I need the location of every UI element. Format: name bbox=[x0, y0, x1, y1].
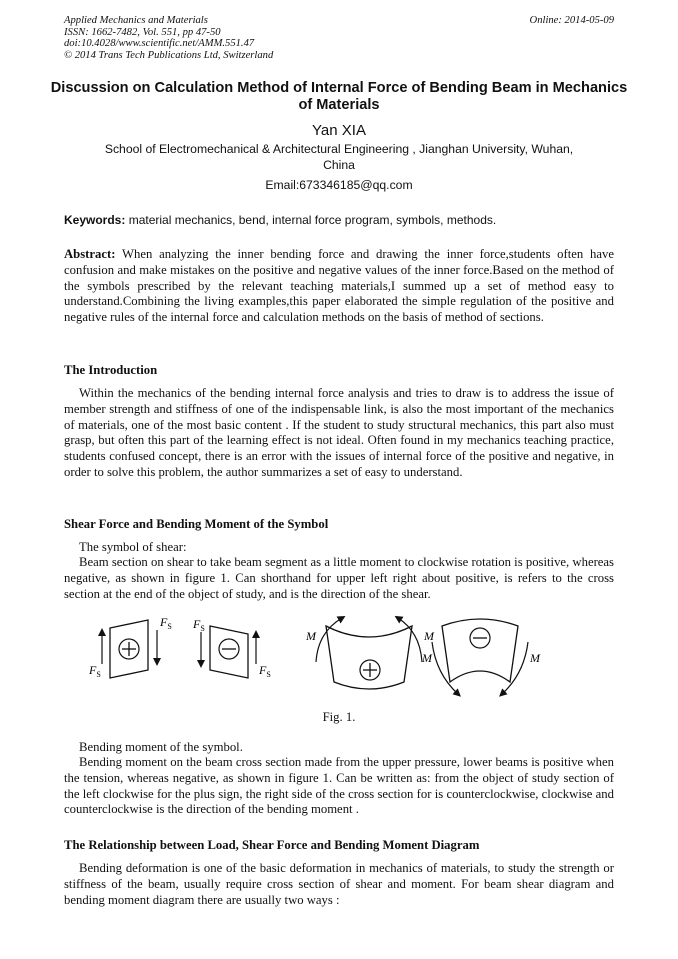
author-name: Yan XIA bbox=[312, 122, 366, 139]
svg-text:FS bbox=[88, 663, 101, 679]
online-date: Online: 2014-05-09 bbox=[529, 15, 614, 26]
doi-line: doi:10.4028/www.scientific.net/AMM.551.47 bbox=[64, 38, 255, 50]
moment-intro: Bending moment of the symbol. bbox=[79, 740, 243, 754]
moment-text: Bending moment on the beam cross section made from the upper pressure, lower beams is positive when the tension, whereas negative, as shown in figure 1. Can be written as: from the object of study section of the left clockwise for the plus sign, the right side of the cross section for is counterclockwise, clockwise and counterclockwise is the direction of the bending moment . bbox=[64, 755, 614, 817]
relationship-heading: The Relationship between Load, Shear Force and Bending Moment Diagram bbox=[64, 838, 480, 852]
intro-text: Within the mechanics of the bending internal force analysis and tries to draw is to address the issue of member strength and stiffness of one of the indispensable link, is also the most important of the mechanics of materials, one of the most basic content . If the student to study structural mechanics, this part also must grasp, but often this part of the learning effect is not ideal. Often found in my mechanics teaching practice, students confused concept, there is an error with the issues of internal force of the positive and negative, in order to solve this problem, the author summarizes a set of easy to understand. bbox=[64, 386, 614, 479]
figure-1 bbox=[86, 612, 546, 700]
fs-label: F bbox=[160, 615, 168, 629]
svg-text:FS bbox=[258, 663, 271, 679]
symbol-heading: Shear Force and Bending Moment of the Symbol bbox=[64, 517, 329, 531]
moment-label: M bbox=[530, 651, 540, 665]
copyright-line: © 2014 Trans Tech Publications Ltd, Switzerland bbox=[64, 49, 274, 61]
shear-negative-diagram bbox=[192, 617, 271, 679]
abstract-text: When analyzing the inner bending force and drawing the inner force,students often have confusion and make mistakes on the positive and negative values of the inner force.Based on the method of the symbols prescribed by the relevant teaching materials,I summed up a set of method easy to understand.Combining the living examples,this paper elaborated the simple regulation of the positive and negative rules of the internal force and calculation methods on the basis of method of sections. bbox=[64, 247, 614, 325]
keywords-text: material mechanics, bend, internal force program, symbols, methods. bbox=[128, 213, 497, 227]
fs-label: F bbox=[193, 617, 201, 631]
beam-segment bbox=[210, 626, 248, 678]
fs-sub: S bbox=[167, 622, 172, 631]
fs-sub: S bbox=[266, 670, 271, 679]
page-header bbox=[64, 15, 614, 61]
paper-title: Discussion on Calculation Method of Internal Force of Bending Beam in Mechanics of Materials bbox=[50, 80, 628, 113]
figure-caption: Fig. 1. bbox=[322, 710, 356, 724]
fs-sub: S bbox=[200, 624, 205, 633]
moment-label: M bbox=[306, 629, 316, 643]
svg-text:FS bbox=[192, 617, 205, 633]
author-email: Email:673346185@qq.com bbox=[265, 178, 413, 192]
fs-sub: S bbox=[96, 670, 101, 679]
abstract bbox=[64, 247, 614, 326]
shear-text: Beam section on shear to take beam segment as a little moment to clockwise rotation is positive, whereas negative, as shown in figure 1. Can shorthand for upper left right about positive, is refers to the cross section at the end of the object of study, and is the direction of the shear. bbox=[64, 555, 614, 601]
fs-label: F bbox=[89, 663, 97, 677]
moment-label: M bbox=[422, 651, 432, 665]
issn-line: ISSN: 1662-7482, Vol. 551, pp 47-50 bbox=[64, 26, 221, 38]
moment-negative-diagram bbox=[421, 619, 541, 694]
keywords-label: Keywords: bbox=[64, 213, 126, 227]
shear-intro: The symbol of shear: bbox=[79, 540, 187, 554]
intro-heading: The Introduction bbox=[64, 363, 158, 377]
shear-positive-diagram bbox=[88, 615, 172, 679]
moment-label: M bbox=[424, 629, 434, 643]
keywords bbox=[64, 213, 614, 227]
affiliation: School of Electromechanical & Architectural Engineering , Jianghan University, Wuhan, China bbox=[104, 142, 574, 172]
fs-label: F bbox=[259, 663, 267, 677]
journal-name: Applied Mechanics and Materials bbox=[64, 15, 208, 26]
svg-text:FS bbox=[159, 615, 172, 631]
moment-arrow-left bbox=[316, 618, 342, 662]
relationship-text: Bending deformation is one of the basic deformation in mechanics of materials, to study the strength or stiffness of the beam, usually require cross section of shear and moment. For beam shear diagram and bending moment diagram there are usually two ways : bbox=[64, 861, 614, 907]
abstract-label: Abstract: bbox=[64, 247, 116, 261]
moment-positive-diagram bbox=[305, 618, 435, 689]
